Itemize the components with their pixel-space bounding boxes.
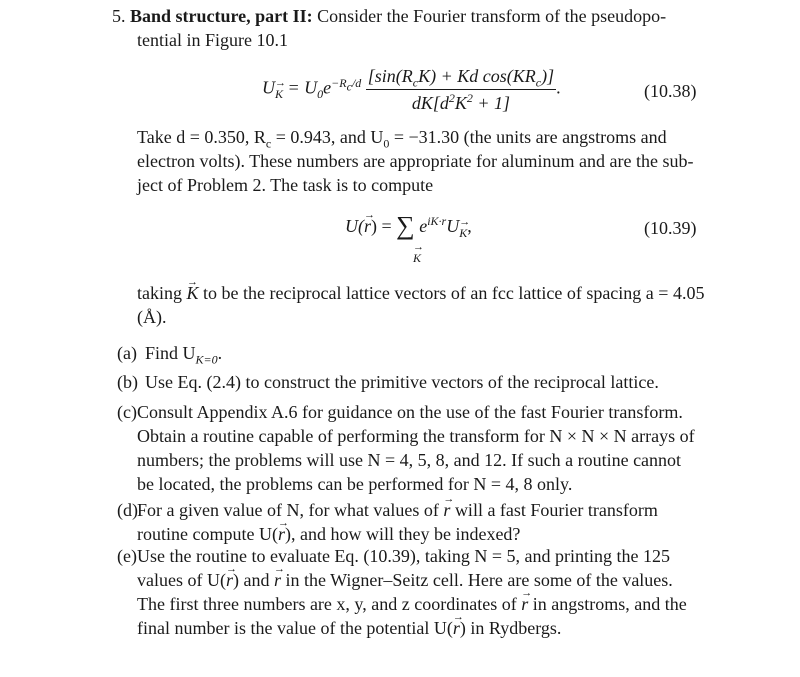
item-body: For a given value of N, for what values of → r will a fast Fourier transform routine compute U(→ r), and how will they be indexed?: [137, 498, 707, 546]
summation-symbol: ∑: [396, 211, 415, 240]
values-paragraph: [137, 125, 707, 197]
taking-paragraph: [137, 281, 707, 329]
equation-number-10-38: (10.38): [644, 81, 697, 101]
item-label: (b): [117, 372, 138, 392]
item-label: (d): [117, 500, 138, 520]
item-body: Use Eq. (2.4) to construct the primitive vectors of the reciprocal lattice.: [145, 372, 659, 392]
values-line1: Take d = 0.350, $R_c = 0.943$, and $U_0 = -31.30$ (the units are angstroms and: [137, 127, 667, 151]
problem-title: Band structure, part II:: [130, 6, 313, 26]
values-line3: ject of Problem 2. The task is to compute: [137, 175, 434, 195]
list-item-b: [117, 370, 707, 394]
equation-10-39: U(→ r) = ∑ $e^{iK\cdot r}U_K$,: [345, 212, 472, 238]
fraction-denominator: $dK[d^2K^2 + 1]$: [411, 91, 511, 113]
item-label: (e): [117, 546, 137, 566]
list-item-d: [117, 498, 707, 546]
summation-index: → K: [413, 246, 421, 270]
problem-intro-line1: Consider the Fourier transform of the pseudopo-: [317, 6, 667, 26]
list-item-e: [117, 544, 707, 640]
item-body: Find $U_{K=0}$.: [145, 343, 223, 367]
values-line2: electron volts). These numbers are appropriate for aluminum and are the sub-: [137, 151, 694, 171]
taking-line2: (Å).: [137, 307, 167, 327]
taking-line1: taking → K to be the reciprocal lattice vectors of an fcc lattice of spacing a = 4.05: [137, 281, 707, 305]
list-item-a: [117, 341, 707, 365]
item-body: Consult Appendix A.6 for guidance on the use of the fast Fourier transform. Obtain a routine capable of performing the transform for N × N × N arrays of numbers; the problems will use N = 4, 5, 8, and 12. If such a routine cannot be located, the problems can be performed for N = 4, 8 only.: [137, 402, 695, 494]
equation-10-38: $U_K = U_0e^{-R_c/d}$ $\frac{[\sin(R_cK) + Kd \cos(KR_c)]}{dK[d^2K^2 + 1]}$ .: [262, 66, 561, 113]
item-label: (c): [117, 402, 137, 422]
item-body: Use the routine to evaluate Eq. (10.39), taking N = 5, and printing the 125 values of U(→ r) and → r in the Wigner–Seitz cell. Here are some of the values. The first three numbers are x, y, and z coordinates of → r in angstroms, and the final number is the value of the potential U(→ r) in Rydbergs.: [137, 544, 707, 640]
problem-heading: [112, 4, 712, 52]
fraction-numerator: [$\sin(R_cK) + Kd$ $\cos(KR_c)$]: [367, 66, 555, 90]
problem-intro-line2: tential in Figure 10.1: [137, 30, 288, 50]
equation-number-10-39: (10.39): [644, 218, 697, 238]
equation-10-38-fraction: [366, 64, 556, 115]
item-label: (a): [117, 343, 137, 363]
problem-number: 5.: [112, 6, 126, 26]
list-item-c: [117, 400, 707, 496]
